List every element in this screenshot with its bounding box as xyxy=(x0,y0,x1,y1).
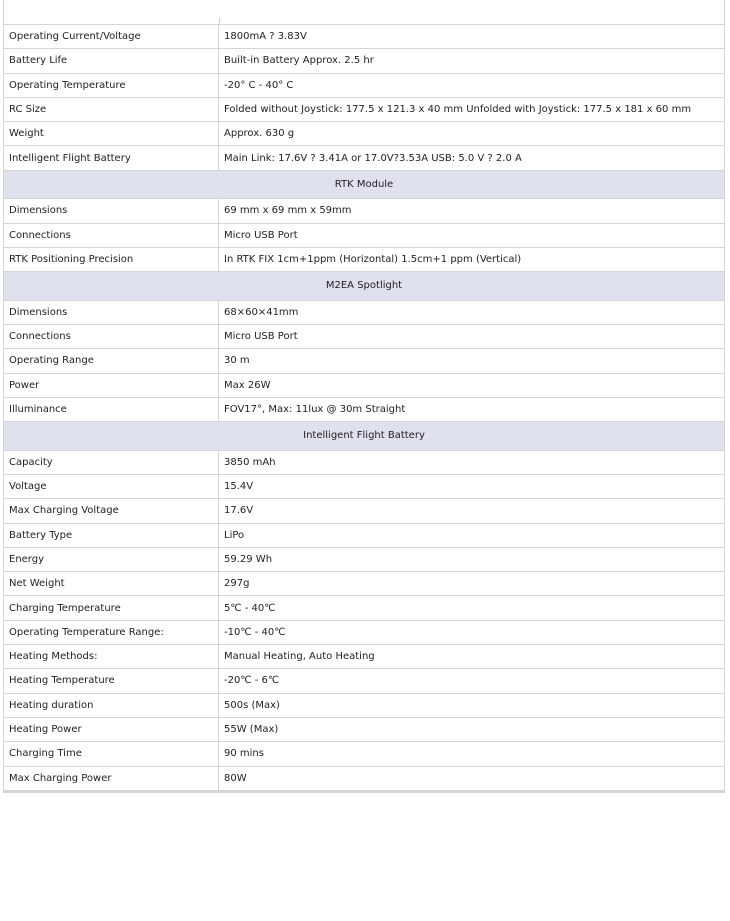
table-row xyxy=(4,451,724,475)
table-row xyxy=(4,374,724,398)
spec-value: 55W (Max) xyxy=(224,724,279,736)
spec-value: 3850 mAh xyxy=(224,456,276,468)
spec-label: Voltage xyxy=(4,475,219,498)
table-row xyxy=(4,596,724,620)
spec-value: FOV17°, Max: 11lux @ 30m Straight xyxy=(224,404,406,415)
spec-value: Micro USB Port xyxy=(224,331,298,343)
spec-label: RTK Positioning Precision xyxy=(4,248,219,271)
spec-value: Approx. 630 g xyxy=(224,128,295,140)
spec-value: 500s (Max) xyxy=(224,699,280,711)
spec-label: Heating Power xyxy=(4,718,219,741)
section-header-m2ea-spotlight: M2EA Spotlight xyxy=(4,272,724,301)
spec-label: RC Size xyxy=(4,98,219,121)
spec-value: -20℃ - 6℃ xyxy=(224,675,280,687)
spec-value: 1800mA ? 3.83V xyxy=(224,31,307,43)
table-row xyxy=(4,25,724,49)
spec-label: Max Charging Voltage xyxy=(4,499,219,522)
table-row xyxy=(4,475,724,499)
spec-label: Net Weight xyxy=(4,572,219,595)
section-header-intelligent-flight-battery: Intelligent Flight Battery xyxy=(4,422,724,451)
spec-label: Intelligent Flight Battery xyxy=(4,146,219,169)
spec-label: Power xyxy=(4,374,219,397)
spec-value: 80W xyxy=(224,772,247,784)
table-row xyxy=(4,224,724,248)
table-row xyxy=(4,325,724,349)
table-row xyxy=(4,98,724,122)
spec-value: 90 mins xyxy=(224,748,264,760)
spec-value: LiPo xyxy=(224,529,245,541)
spec-label: Dimensions xyxy=(4,301,219,324)
spec-label: Battery Life xyxy=(4,49,219,72)
table-row xyxy=(4,548,724,572)
spec-value: -10℃ - 40℃ xyxy=(224,626,286,638)
table-row xyxy=(4,572,724,596)
spec-label: Charging Time xyxy=(4,742,219,765)
spec-label: Operating Current/Voltage xyxy=(4,25,219,48)
table-row xyxy=(4,499,724,523)
table-row xyxy=(4,621,724,645)
spec-value: Max 26W xyxy=(224,379,271,391)
table-row xyxy=(4,524,724,548)
table-row xyxy=(4,122,724,146)
spec-value: Folded without Joystick: 177.5 x 121.3 x 40 mm Unfolded with Joystick: 177.5 x 181 x 60 mm xyxy=(224,104,692,116)
table-row xyxy=(4,718,724,742)
spec-value: 297g xyxy=(224,578,250,590)
table-row xyxy=(4,199,724,223)
spec-value: Manual Heating, Auto Heating xyxy=(224,651,375,663)
table-row xyxy=(4,349,724,373)
spec-label: Heating duration xyxy=(4,694,219,717)
table-row xyxy=(4,767,724,791)
spec-value: 69 mm x 69 mm x 59mm xyxy=(224,205,352,217)
spec-value: In RTK FIX 1cm+1ppm (Horizontal) 1.5cm+1 ppm (Vertical) xyxy=(224,254,522,266)
spec-value: Main Link: 17.6V ? 3.41A or 17.0V?3.53A USB: 5.0 V ? 2.0 A xyxy=(224,152,522,164)
table-row xyxy=(4,301,724,325)
table-row xyxy=(4,49,724,73)
spec-label: Dimensions xyxy=(4,199,219,222)
spec-label: Illuminance xyxy=(4,398,219,421)
spec-label: Weight xyxy=(4,122,219,145)
spec-value: 5℃ - 40℃ xyxy=(224,602,276,614)
spec-value: -20° C - 40° C xyxy=(224,79,294,91)
table-row xyxy=(4,645,724,669)
section-header-rtk-module: RTK Module xyxy=(4,171,724,200)
spec-label: Max Charging Power xyxy=(4,767,219,790)
spec-label: Operating Temperature xyxy=(4,74,219,97)
table-row xyxy=(4,248,724,272)
table-row xyxy=(4,398,724,422)
spec-label: Connections xyxy=(4,325,219,348)
spec-label: Charging Temperature xyxy=(4,596,219,619)
column-divider xyxy=(219,18,220,24)
table-row xyxy=(4,74,724,98)
spec-value: 68×60×41mm xyxy=(224,306,299,318)
table-row xyxy=(4,146,724,170)
spec-label: Capacity xyxy=(4,451,219,474)
spec-label: Connections xyxy=(4,224,219,247)
spec-value: 17.6V xyxy=(224,505,254,517)
table-top-edge xyxy=(4,0,724,25)
spec-label: Battery Type xyxy=(4,524,219,547)
spec-value: 30 m xyxy=(224,355,250,367)
spec-label: Operating Range xyxy=(4,349,219,372)
specs-table xyxy=(3,0,725,793)
spec-label: Heating Temperature xyxy=(4,669,219,692)
spec-label: Energy xyxy=(4,548,219,571)
spec-value: Built-in Battery Approx. 2.5 hr xyxy=(224,55,374,67)
table-row xyxy=(4,742,724,766)
spec-value: 15.4V xyxy=(224,481,254,493)
table-row xyxy=(4,669,724,693)
spec-label: Heating Methods: xyxy=(4,645,219,668)
spec-value: Micro USB Port xyxy=(224,229,298,241)
table-row xyxy=(4,694,724,718)
spec-value: 59.29 Wh xyxy=(224,553,273,565)
spec-label: Operating Temperature Range: xyxy=(4,621,219,644)
